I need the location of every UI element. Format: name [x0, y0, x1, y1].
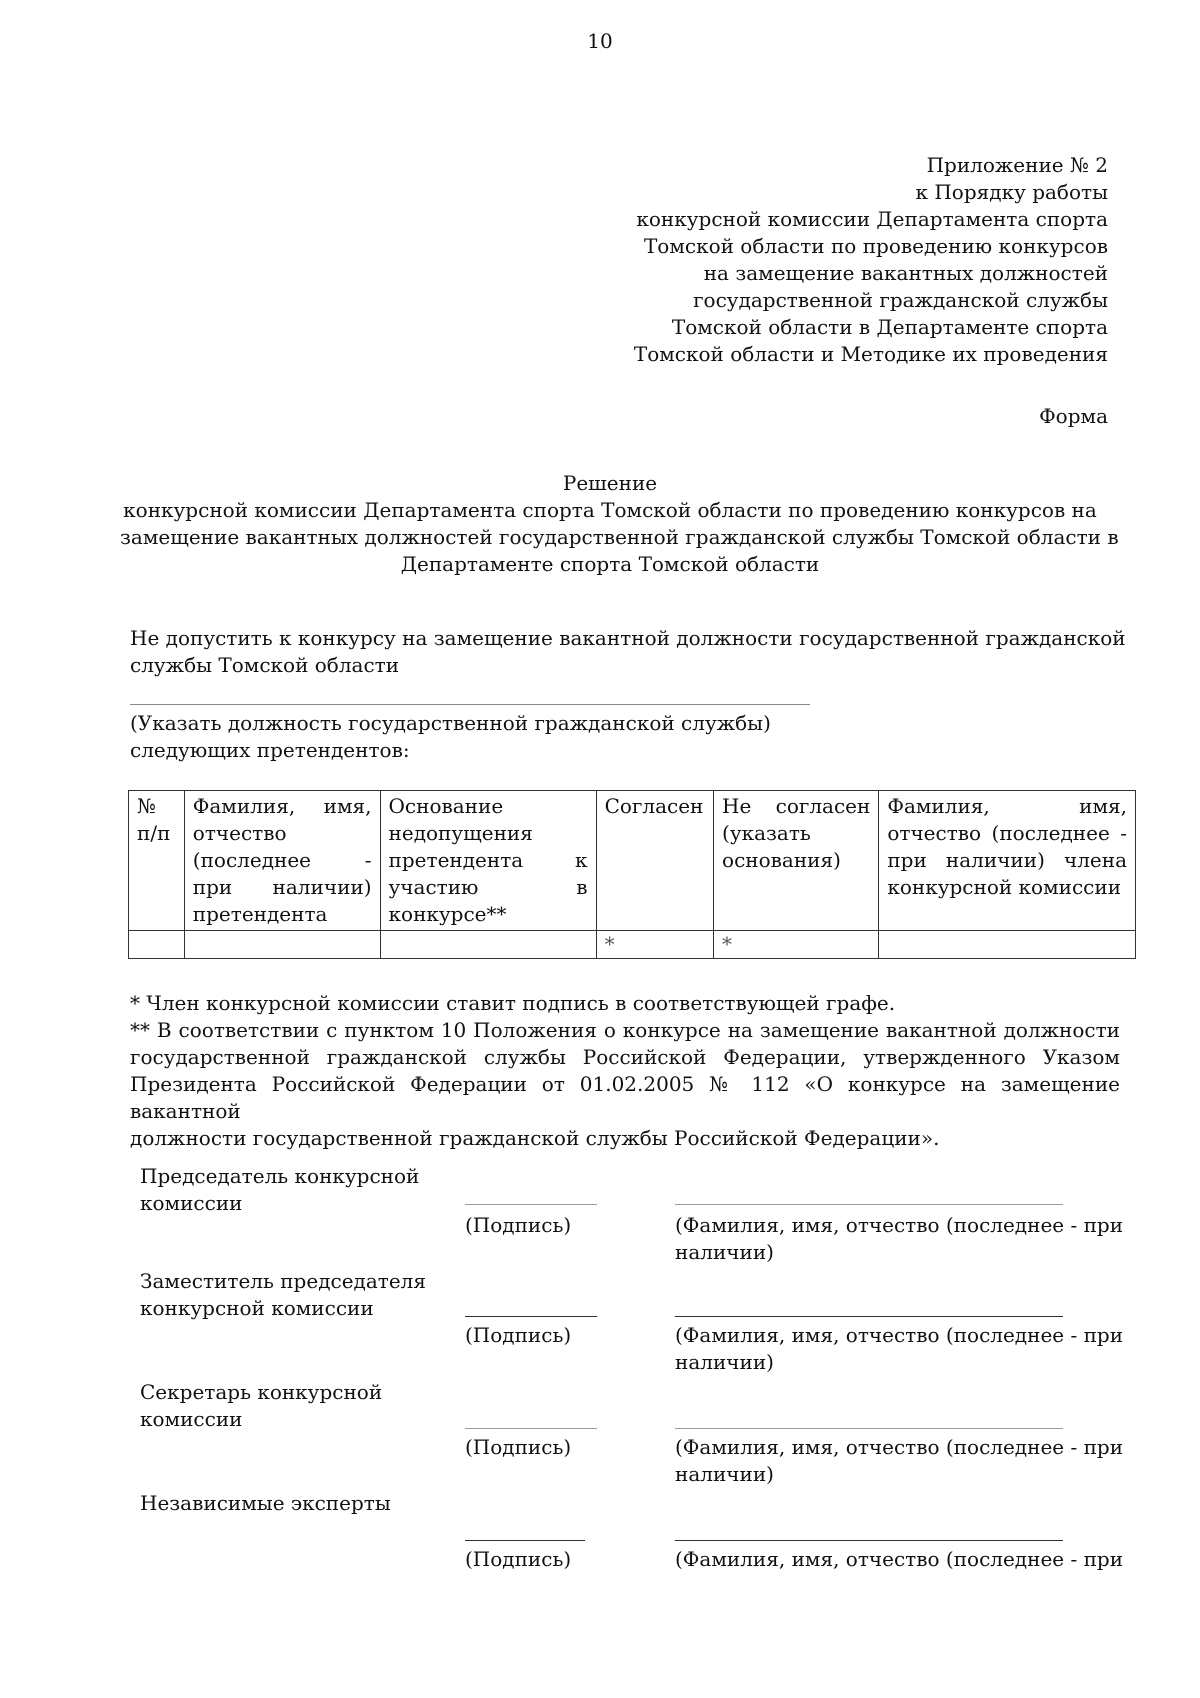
signature-caption: (Подпись): [465, 1213, 572, 1237]
table-row: [129, 931, 1136, 959]
footnote-2-line: Президента Российской Федерации от 01.02.2005 № 112 «О конкурсе на замещение вакантной: [130, 1072, 1120, 1123]
intro-paragraph: [130, 625, 1126, 679]
appendix-line: Томской области в Департаменте спорта: [671, 315, 1108, 339]
signature-caption: (Подпись): [465, 1547, 572, 1571]
applicants-label: следующих претендентов:: [130, 738, 410, 762]
signature-role-secretary: Секретарь конкурсной комиссии: [140, 1380, 383, 1431]
signature-line-deputy[interactable]: [465, 1316, 597, 1317]
footnote-2-line: ** В соответствии с пунктом 10 Положения о конкурсе на замещение вакантной должности: [130, 1018, 1120, 1042]
cell-disagree[interactable]: *: [714, 931, 879, 959]
position-fill-line[interactable]: [130, 704, 810, 705]
appendix-line: Томской области по проведению конкурсов: [643, 234, 1108, 258]
signature-caption: (Подпись): [465, 1323, 572, 1347]
header-applicant-name: Фамилия, имя, отчество (последнее - при наличии) претендента: [184, 791, 380, 931]
footnotes: [130, 990, 1120, 1152]
name-line-secretary[interactable]: [675, 1428, 1063, 1429]
header-number: № п/п: [129, 791, 185, 931]
form-label: Форма: [1039, 404, 1108, 428]
page-number: 10: [587, 29, 613, 53]
footnote-2-line: должности государственной гражданской службы Российской Федерации».: [130, 1126, 940, 1150]
name-caption: (Фамилия, имя, отчество (последнее - при: [675, 1547, 1124, 1571]
signature-line-experts[interactable]: [465, 1540, 585, 1541]
name-line-chairman[interactable]: [675, 1204, 1063, 1205]
decision-table: [128, 790, 1136, 959]
name-line-experts[interactable]: [675, 1540, 1063, 1541]
signature-line-chairman[interactable]: [465, 1204, 597, 1205]
name-line-deputy[interactable]: [675, 1316, 1063, 1317]
footnote-1: * Член конкурсной комиссии ставит подпись в соответствующей графе.: [130, 991, 896, 1015]
signature-caption: (Подпись): [465, 1435, 572, 1459]
header-disagree: Не согласен (указать основания): [714, 791, 879, 931]
name-caption: (Фамилия, имя, отчество (последнее - при наличии): [675, 1435, 1124, 1486]
name-caption: (Фамилия, имя, отчество (последнее - при наличии): [675, 1213, 1124, 1264]
appendix-line: Приложение № 2: [926, 153, 1108, 177]
signature-role-deputy: Заместитель председателя конкурсной комиссии: [140, 1269, 427, 1320]
title-line: замещение вакантных должностей государственной гражданской службы Томской области в: [120, 525, 1119, 549]
appendix-line: к Порядку работы: [915, 180, 1108, 204]
table-header-row: [129, 791, 1136, 931]
signature-line-secretary[interactable]: [465, 1428, 597, 1429]
header-commission-member: Фамилия, имя, отчество (последнее - при наличии) члена конкурсной комиссии: [879, 791, 1136, 931]
appendix-line: на замещение вакантных должностей: [703, 261, 1108, 285]
cell-rejection-reason[interactable]: [380, 931, 596, 959]
document-title: [120, 470, 1119, 578]
title-line: конкурсной комиссии Департамента спорта Томской области по проведению конкурсов на: [123, 498, 1097, 522]
intro-line: службы Томской области: [130, 653, 400, 677]
appendix-line: государственной гражданской службы: [693, 288, 1108, 312]
appendix-header: [508, 152, 1108, 368]
signature-role-chairman: Председатель конкурсной комиссии: [140, 1164, 420, 1215]
footnote-2-line: государственной гражданской службы Российской Федерации, утвержденного Указом: [130, 1045, 1120, 1069]
title-line: Департаменте спорта Томской области: [400, 552, 820, 576]
title-heading: Решение: [562, 471, 658, 495]
header-rejection-reason: Основание недопущения претендента к участию в конкурсе**: [380, 791, 596, 931]
cell-applicant-name[interactable]: [184, 931, 380, 959]
signature-role-experts: Независимые эксперты: [140, 1491, 391, 1515]
cell-agree[interactable]: *: [596, 931, 713, 959]
appendix-line: конкурсной комиссии Департамента спорта: [636, 207, 1108, 231]
position-caption: (Указать должность государственной гражданской службы): [130, 711, 771, 735]
intro-line: Не допустить к конкурсу на замещение вакантной должности государственной гражданской: [130, 626, 1126, 650]
cell-commission-member[interactable]: [879, 931, 1136, 959]
name-caption: (Фамилия, имя, отчество (последнее - при наличии): [675, 1323, 1124, 1374]
cell-number[interactable]: [129, 931, 185, 959]
appendix-line: Томской области и Методике их проведения: [633, 342, 1108, 366]
header-agree: Согласен: [596, 791, 713, 931]
